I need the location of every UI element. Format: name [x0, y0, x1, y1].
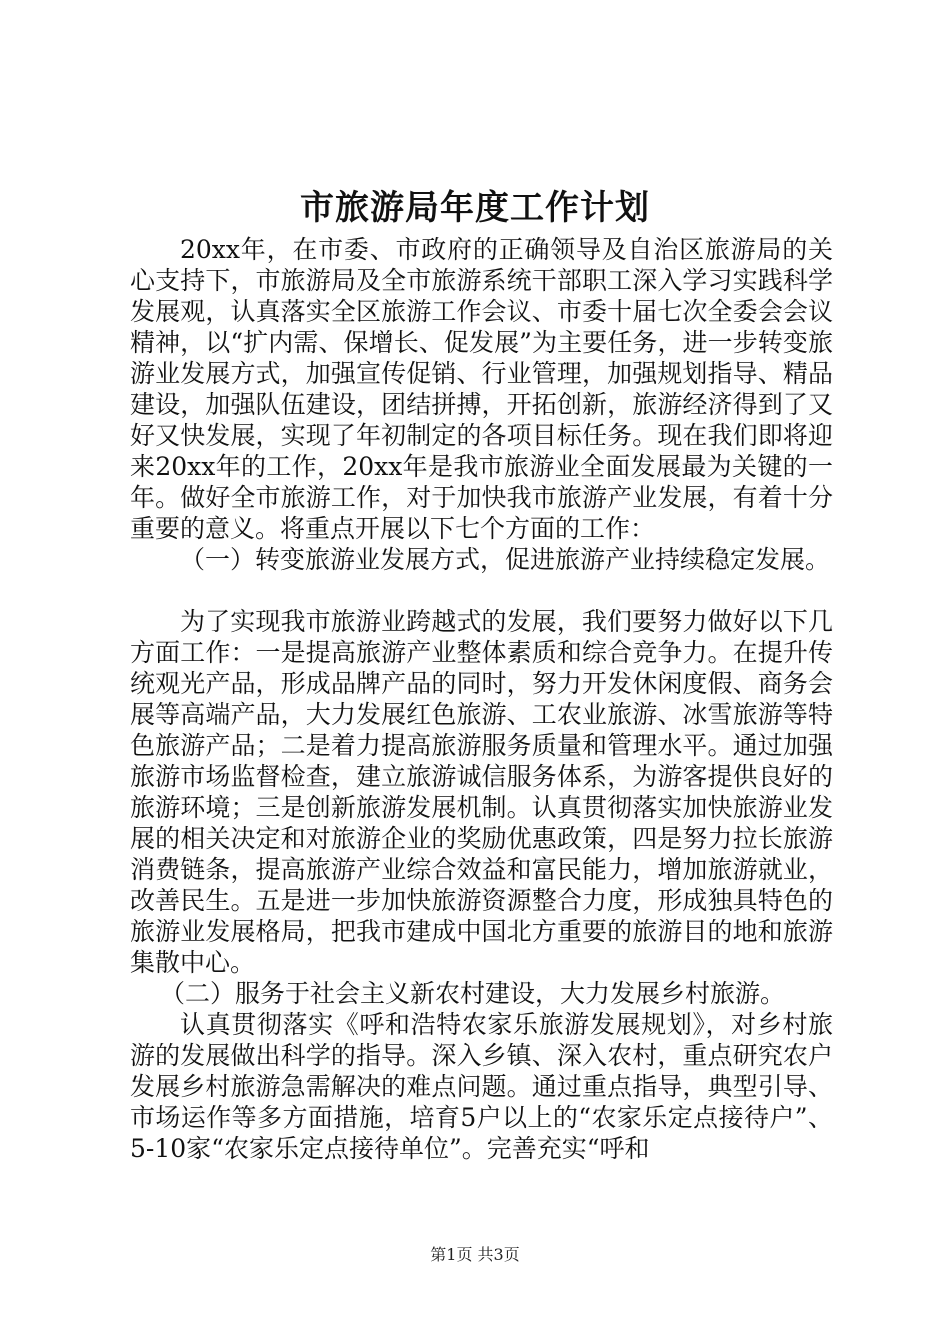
paragraph-spacer — [130, 575, 833, 606]
document-body — [130, 234, 833, 1164]
page-footer: 第1页 共3页 — [430, 1245, 520, 1264]
section-body-2: 认真贯彻落实《呼和浩特农家乐旅游发展规划》，对乡村旅游的发展做出科学的指导。深入乡镇、深入农村，重点研究农户发展乡村旅游急需解决的难点问题。通过重点指导，典型引导、市场运作等多方面措施，培育5户以上的“农家乐定点接待户”、5-10家“农家乐定点接待单位”。完善充实“呼和 — [130, 1010, 833, 1163]
section-body-1: 为了实现我市旅游业跨越式的发展，我们要努力做好以下几方面工作：一是提高旅游产业整体素质和综合竞争力。在提升传统观光产品，形成品牌产品的同时，努力开发休闲度假、商务会展等高端产品，大力发展红色旅游、工农业旅游、冰雪旅游等特色旅游产品；二是着力提高旅游服务质量和管理水平。通过加强旅游市场监督检查，建立旅游诚信服务体系，为游客提供良好的旅游环境；三是创新旅游发展机制。认真贯彻落实加快旅游业发展的相关决定和对旅游企业的奖励优惠政策，四是努力拉长旅游消费链条，提高旅游产业综合效益和富民能力，增加旅游就业，改善民生。五是进一步加快旅游资源整合力度，形成独具特色的旅游业发展格局，把我市建成中国北方重要的旅游目的地和旅游集散中心。 — [130, 607, 833, 977]
intro-paragraph: 20xx年，在市委、市政府的正确领导及自治区旅游局的关心支持下，市旅游局及全市旅游系统干部职工深入学习实践科学发展观，认真落实全区旅游工作会议、市委十届七次全委会会议精神，以“扩内需、保增长、促发展”为主要任务，进一步转变旅游业发展方式，加强宣传促销、行业管理，加强规划指导、精品建设，加强队伍建设，团结拼搏，开拓创新，旅游经济得到了又好又快发展，实现了年初制定的各项目标任务。现在我们即将迎来20xx年的工作，20xx年是我市旅游业全面发展最为关键的一年。做好全市旅游工作，对于加快我市旅游产业发展，有着十分重要的意义。将重点开展以下七个方面的工作： — [130, 235, 833, 543]
section-heading-2: （二）服务于社会主义新农村建设，大力发展乡村旅游。 — [160, 979, 786, 1008]
section-heading-1: （一）转变旅游业发展方式，促进旅游产业持续稳定发展。 — [180, 545, 831, 574]
document-title: 市旅游局年度工作计划 — [300, 188, 650, 228]
